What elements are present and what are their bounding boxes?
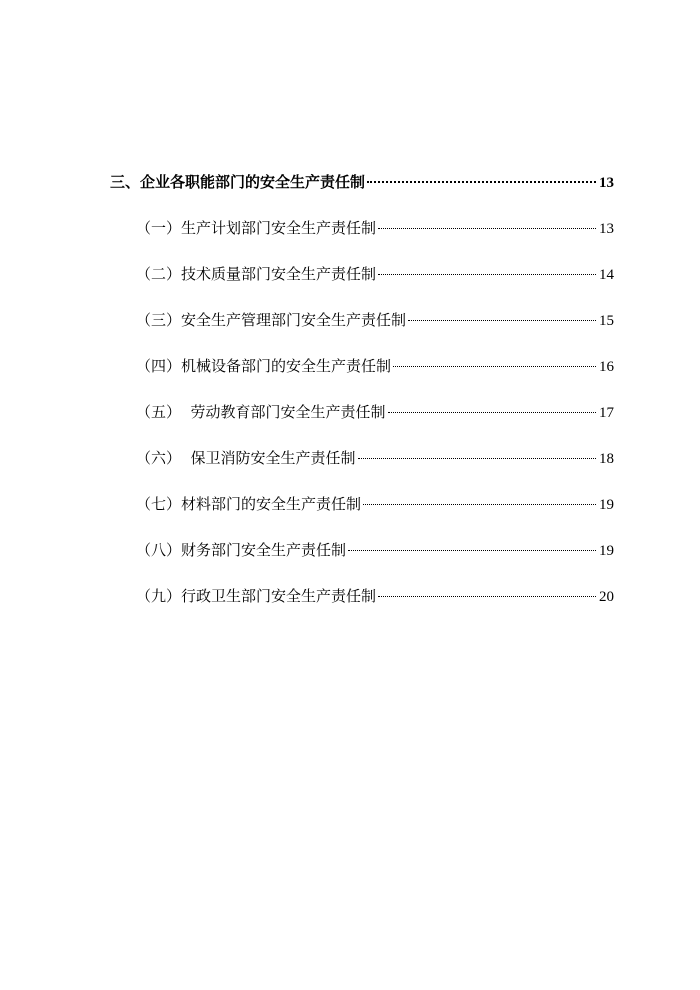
toc-entry[interactable]: [136, 354, 614, 378]
toc-entry-title: （八）财务部门安全生产责任制: [136, 541, 347, 559]
dot-leader: [363, 504, 596, 505]
toc-entry[interactable]: [136, 492, 614, 516]
toc-entry-title: （三）安全生产管理部门安全生产责任制: [136, 311, 407, 329]
dot-leader: [388, 412, 596, 413]
toc-heading-page-number: 13: [599, 175, 614, 191]
toc-entry-page-number: 19: [599, 497, 614, 513]
dot-leader: [378, 596, 596, 597]
dot-leader: [378, 274, 596, 275]
dot-leader: [408, 320, 596, 321]
toc-entry[interactable]: [136, 400, 614, 424]
toc-heading-title: 三、企业各职能部门的安全生产责任制: [110, 173, 366, 191]
toc-entry-page-number: 16: [599, 359, 614, 375]
toc-entry-title: （二）技术质量部门安全生产责任制: [136, 265, 377, 283]
toc-entry-page-number: 17: [599, 405, 614, 421]
toc-entry-page-number: 15: [599, 313, 614, 329]
toc-entry[interactable]: [136, 538, 614, 562]
toc-entry-title: （五） 劳动教育部门安全生产责任制: [136, 403, 386, 421]
toc-entry-title: （一）生产计划部门安全生产责任制: [136, 219, 377, 237]
toc-entry-page-number: 14: [599, 267, 614, 283]
dot-leader: [358, 458, 596, 459]
toc-entry[interactable]: [136, 308, 614, 332]
toc-entry-title: （六） 保卫消防安全生产责任制: [136, 449, 356, 467]
toc-entry[interactable]: [136, 216, 614, 240]
dot-leader: [348, 550, 596, 551]
toc-entry-title: （九）行政卫生部门安全生产责任制: [136, 587, 377, 605]
dot-leader: [393, 366, 596, 367]
toc-entry[interactable]: [136, 446, 614, 470]
dot-leader: [378, 228, 596, 229]
dot-leader: [367, 181, 596, 183]
toc-entry[interactable]: [136, 262, 614, 286]
toc-entry-title: （四）机械设备部门的安全生产责任制: [136, 357, 392, 375]
toc-entry-page-number: 19: [599, 543, 614, 559]
toc-entry-page-number: 13: [599, 221, 614, 237]
toc-entry-page-number: 20: [599, 589, 614, 605]
toc-entry[interactable]: [136, 584, 614, 608]
toc-entry-page-number: 18: [599, 451, 614, 467]
toc-heading-row[interactable]: [110, 170, 614, 194]
toc-entry-title: （七）材料部门的安全生产责任制: [136, 495, 362, 513]
